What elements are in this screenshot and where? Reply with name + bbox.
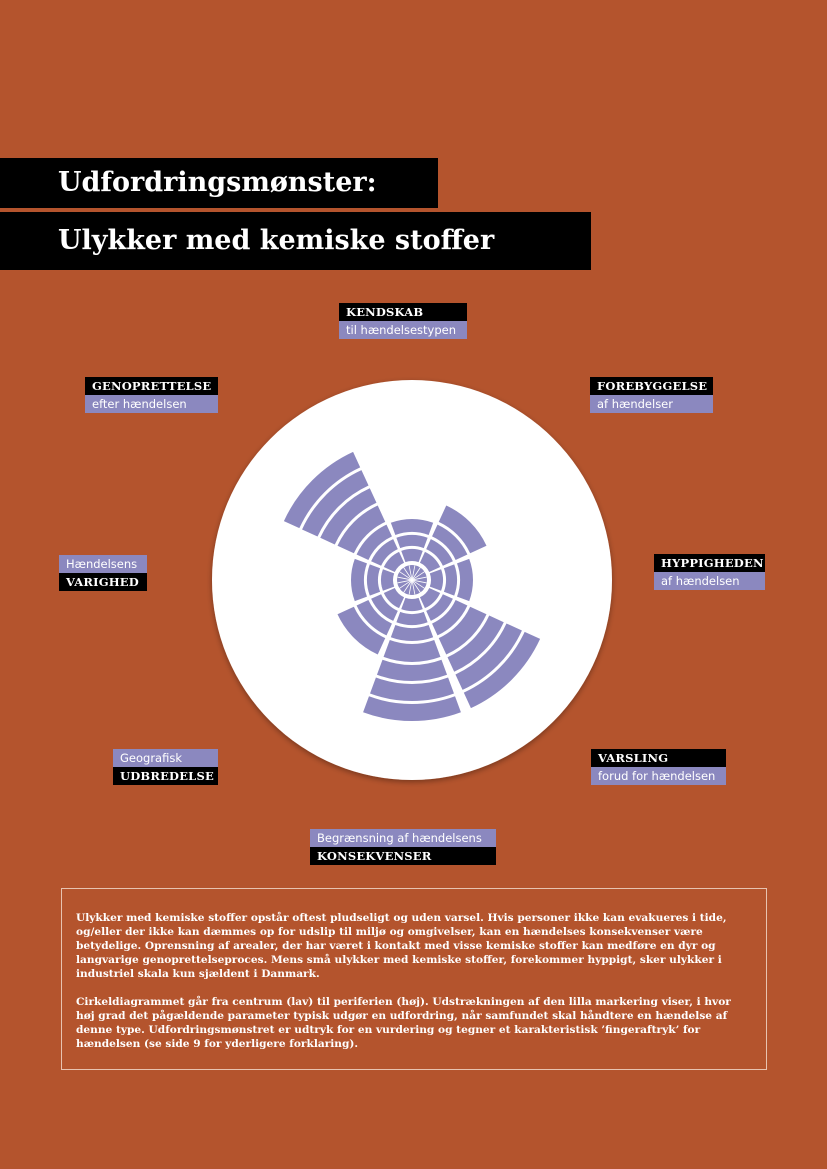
label-genoprettelse	[85, 377, 218, 413]
label-udbredelse-sub: Geografisk	[113, 749, 218, 767]
label-genoprettelse-title: GENOPRETTELSE	[85, 377, 218, 395]
label-varighed-sub: Hændelsens	[59, 555, 147, 573]
label-konsekvenser	[310, 829, 496, 865]
description-paragraph-2: Cirkeldiagrammet går fra centrum (lav) til periferien (høj). Udstrækningen af den lilla markering viser, i hvor høj grad det pågældende parameter typisk udgør en udfordring, når samfundet skal håndtere en hændelse af denne type. Udfordringsmønstret er udtryk for en vurdering og tegner et karakteristisk ’fingeraftryk’ for hændelsen (se side 9 for yderligere forklaring).	[76, 996, 731, 1050]
label-hyppigheden-title: HYPPIGHEDEN	[654, 554, 765, 572]
label-varsling-sub: forud for hændelsen	[591, 767, 726, 785]
label-udbredelse-title: UDBREDELSE	[113, 767, 218, 785]
label-varsling-title: VARSLING	[591, 749, 726, 767]
description-paragraph-1: Ulykker med kemiske stoffer opstår oftest pludseligt og uden varsel. Hvis personer ikke kan evakueres i tide, og/eller der ikke kan dæmmes op for udslip til miljø og omgivelser, kan en hændelses konsekvenser være betydelige. Oprensning af arealer, der har været i kontakt med visse kemiske stoffer kan medføre en dyr og langvarige genoprettelseproces. Mens små ulykker med kemiske stoffer, forekommer hyppigt, sker ulykker i industriel skala kun sjældent i Danmark.	[76, 912, 727, 980]
label-kendskab	[339, 303, 467, 339]
label-varsling	[591, 749, 726, 785]
label-hyppigheden	[654, 554, 765, 590]
label-konsekvenser-title: KONSEKVENSER	[310, 847, 496, 865]
label-varighed	[59, 555, 147, 591]
label-hyppigheden-sub: af hændelsen	[654, 572, 765, 590]
title-line-2: Ulykker med kemiske stoffer	[0, 212, 591, 270]
description-box	[61, 888, 767, 1070]
label-forebyggelse	[590, 377, 713, 413]
label-forebyggelse-sub: af hændelser	[590, 395, 713, 413]
label-varighed-title: VARIGHED	[59, 573, 147, 591]
title-line-1: Udfordringsmønster:	[0, 158, 438, 208]
label-konsekvenser-sub: Begrænsning af hændelsens	[310, 829, 496, 847]
label-genoprettelse-sub: efter hændelsen	[85, 395, 218, 413]
label-forebyggelse-title: FOREBYGGELSE	[590, 377, 713, 395]
label-udbredelse	[113, 749, 218, 785]
label-kendskab-title: KENDSKAB	[339, 303, 467, 321]
label-kendskab-sub: til hændelsestypen	[339, 321, 467, 339]
